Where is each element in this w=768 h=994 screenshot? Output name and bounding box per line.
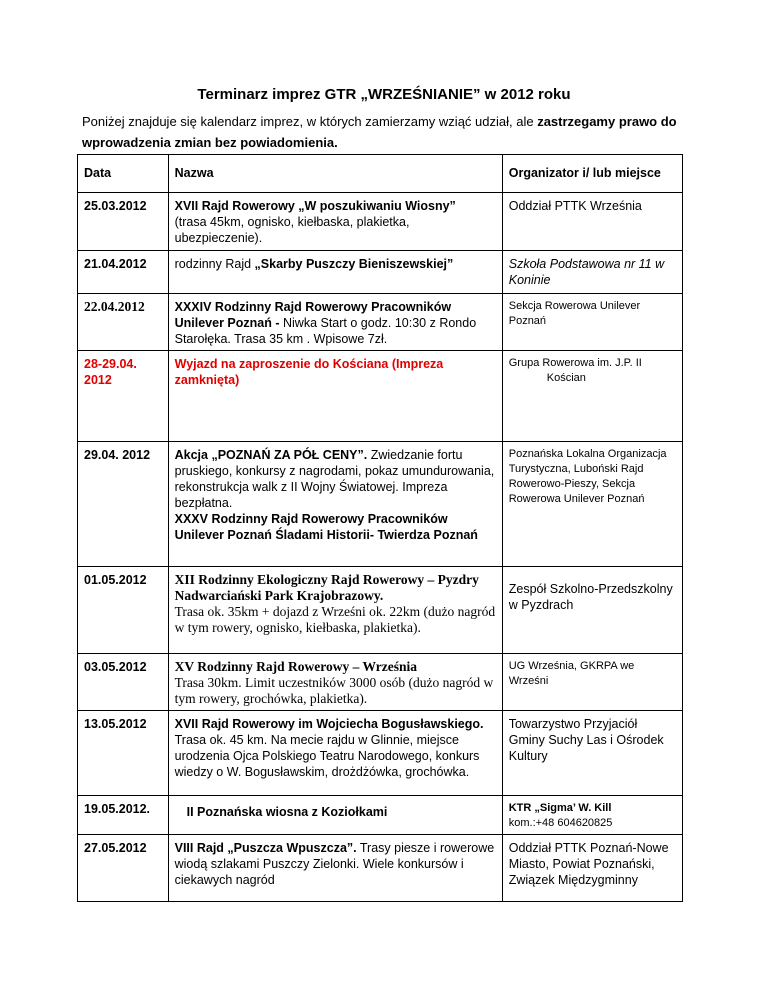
event-details: Trasa ok. 45 km. Na mecie rajdu w Glinnie, miejsce urodzenia Ojca Polskiego Teatru Narodowego, konkurs wiedzy o W. Bogusławskim, drożdżówka, grochówka. [174,733,480,779]
event-name: II Poznańska wiosna z Koziołkami [186,805,388,819]
event-organizer: Oddział PTTK Września [508,199,642,213]
event-name: XVII Rajd Rowerowy „W poszukiwaniu Wiosny” [174,199,456,213]
event-name-secondary: XXXV Rodzinny Rajd Rowerowy Pracowników Unilever Poznań Śladami Historii- Twierdza Poznań [174,512,478,542]
event-details: (trasa 45km, ognisko, kiełbaska, plakietka, ubezpieczenie). [174,215,410,245]
date-cell [78,835,169,902]
event-organizer: Oddział PTTK Poznań-Nowe Miasto, Powiat Poznański, Związek Międzygminny [508,841,669,887]
event-name: XII Rodzinny Ekologiczny Rajd Rowerowy – Pyzdry Nadwarciański Park Krajobrazowy. [174,572,479,603]
event-details: Trasa ok. 35km + dojazd z Wrześni ok. 22km (dużo nagród w tym rowery, ognisko, kiełbaska, plakietka). [174,604,496,635]
event-name: XV Rodzinny Rajd Rowerowy – Września [174,659,418,674]
organizer-cell [502,193,682,251]
name-cell [168,351,502,442]
header-organizer: Organizator i/ lub miejsce [502,155,682,193]
intro-text: Poniżej znajduje się kalendarz imprez, w których zamierzamy wziąć udział, ale [82,114,538,129]
date-cell [78,796,169,835]
event-name: „Skarby Puszczy Bieniszewskiej” [254,257,454,271]
event-date: 28-29.04. 2012 [84,357,137,387]
event-organizer: Zespół Szkolno-Przedszkolny w Pyzdrach [508,582,673,612]
event-details: Zwiedzanie fortu pruskiego, konkursy z nagrodami, pokaz umundurowania, rekonstrukcja walk z II Wojny Światowej. Impreza bezpłatna. [174,448,495,510]
event-organizer: Sekcja Rowerowa Unilever Poznań [508,300,641,327]
event-organizer: UG Września, GKRPA we Wrześni [508,660,635,687]
name-cell [168,442,502,567]
table-row [78,294,683,351]
event-organizer-city: Kościan [546,372,586,384]
name-cell [168,567,502,654]
intro-bold: zastrzegamy prawo do wprowadzenia zmian bez powiadomienia. [82,114,677,150]
event-name: VIII Rajd „Puszcza Wpuszcza”. [174,841,357,855]
event-name: XVII Rajd Rowerowy im Wojciecha Bogusławskiego. [174,717,484,731]
organizer-cell [502,835,682,902]
event-name: Akcja „POZNAŃ ZA PÓŁ CENY”. [174,448,368,462]
event-details: Trasa 30km. Limit uczestników 3000 osób (dużo nagród w tym rowery, grochówka, plakietka). [174,675,494,706]
name-cell [168,835,502,902]
organizer-cell [502,294,682,351]
date-cell [78,654,169,711]
name-cell [168,251,502,294]
event-date: 13.05.2012 [84,717,147,731]
event-date: 19.05.2012. [84,802,151,816]
organizer-cell [502,351,682,442]
event-organizer: Towarzystwo Przyjaciół Gminy Suchy Las i Ośrodek Kultury [508,717,664,763]
table-row [78,351,683,442]
organizer-cell [502,654,682,711]
name-cell [168,654,502,711]
date-cell [78,567,169,654]
page-title: Terminarz imprez GTR „WRZEŚNIANIE” w 2012 roku [197,86,571,103]
event-date: 27.05.2012 [84,841,147,855]
events-table [77,154,683,902]
name-cell [168,711,502,796]
date-cell [78,251,169,294]
organizer-cell [502,251,682,294]
name-cell [168,796,502,835]
event-date: 29.04. 2012 [84,448,151,462]
event-details: Trasy piesze i rowerowe wiodą szlakami Puszczy Zielonki. Wiele konkursów i ciekawych nagród [174,841,495,887]
table-header-row [78,155,683,193]
header-date: Data [78,155,169,193]
date-cell [78,294,169,351]
table-row [78,442,683,567]
event-details: rodzinny Rajd [174,257,255,271]
table-row [78,835,683,902]
table-row [78,193,683,251]
table-row [78,567,683,654]
event-date: 22.04.2012 [84,299,145,314]
date-cell [78,442,169,567]
event-date: 25.03.2012 [84,199,147,213]
table-row [78,251,683,294]
table-row [78,711,683,796]
event-date: 21.04.2012 [84,257,147,271]
name-cell [168,294,502,351]
event-date: 01.05.2012 [84,573,147,587]
header-name: Nazwa [168,155,502,193]
organizer-cell [502,796,682,835]
event-organizer: KTR „Sigma’ W. Kill [508,802,612,814]
event-date: 03.05.2012 [84,660,147,674]
event-organizer: Szkoła Podstawowa nr 11 w Koninie [508,257,665,287]
event-organizer: Poznańska Lokalna Organizacja Turystyczna, Luboński Rajd Rowerowo-Pieszy, Sekcja Rowerowa Unilever Poznań [508,448,667,505]
table-row [78,796,683,835]
event-name: Wyjazd na zaproszenie do Kościana (Impreza zamknięta) [174,357,444,387]
organizer-cell [502,442,682,567]
table-row [78,654,683,711]
intro-paragraph [82,111,692,153]
organizer-cell [502,711,682,796]
event-details: Niwka Start o godz. 10:30 z Rondo Starołęka. Trasa 35 km . Wpisowe 7zł. [174,316,477,346]
name-cell [168,193,502,251]
event-organizer-phone: kom.:+48 604620825 [508,817,613,829]
event-organizer: Grupa Rowerowa im. J.P. II [508,357,642,369]
organizer-cell [502,567,682,654]
event-name: XXXIV Rodzinny Rajd Rowerowy Pracowników Unilever Poznań - [174,300,452,330]
date-cell [78,351,169,442]
date-cell [78,711,169,796]
date-cell [78,193,169,251]
